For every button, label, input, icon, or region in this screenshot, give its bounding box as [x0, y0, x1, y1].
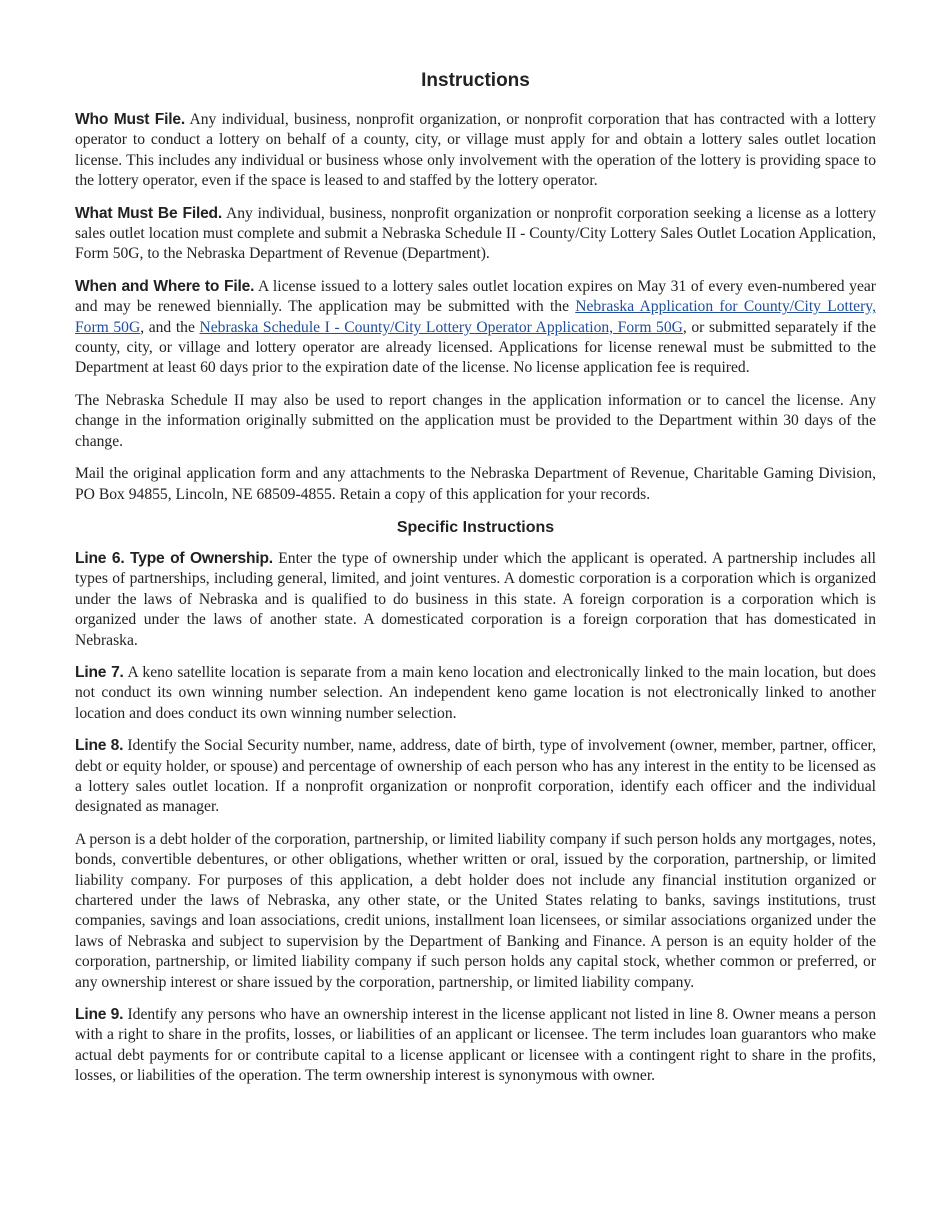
line6-text: Enter the type of ownership under which the applicant is operated. A partnership includes all types of partnerships, including general, limited, and joint ventures. A domestic corporation is a corporation which is organized under the laws of Nebraska and is qualified to do business in this state. A foreign corporation is a corporation which is organized under the laws of another state. A domesticated corporation is a foreign corporation that has domesticated in Nebraska. [75, 549, 876, 649]
when-where-text-3: , or submitted separately if the county, city, or village and lottery operator are already licensed. Applications for license renewal must be submitted to the Department at least 60 days prior to the expiration date of the license. No license application fee is required. [75, 318, 877, 377]
line7-heading: Line 7. [75, 663, 124, 681]
when-where-heading: When and Where to File. [75, 277, 255, 295]
who-must-file-text: Any individual, business, nonprofit organization, or nonprofit corporation that has contracted with a lottery operator to conduct a lottery on behalf of a county, city, or village must apply for and obtain a lottery sales outlet location license. This includes any individual or business whose only involvement with the operation of the lottery is providing space to the lottery operator, even if the space is leased to and staffed by the lottery operator. [75, 111, 876, 190]
line9-text: Identify any persons who have an ownership interest in the license applicant not listed in line 8. Owner means a person with a right to share in the profits, losses, or liabilities of an applicant or licensee. The term includes loan guarantors who make actual debt payments for or contribute capital to a license applicant or licensee with a contingent right to share in the profits, losses, or liabilities of the operation. The term ownership interest is synonymous with owner. [75, 1006, 876, 1085]
when-where-text-2: , and the [140, 318, 200, 336]
line6-paragraph [75, 549, 876, 651]
what-must-be-filed-paragraph [75, 204, 876, 265]
line8-heading: Line 8. [75, 737, 124, 755]
when-where-text-1: A license issued to a lottery sales outlet location expires on May 31 of every even-numbered year and may be renewed biennially. The application may be submitted with the [75, 277, 877, 316]
line7-paragraph [75, 663, 876, 724]
line8-paragraph [75, 736, 876, 818]
line9-paragraph [75, 1005, 876, 1087]
form-50g-application-link[interactable]: Nebraska Application for County/City Lottery, Form 50G [75, 298, 876, 336]
line7-text: A keno satellite location is separate from a main keno location and electronically linked to the main location, but does not conduct its own winning number selection. An independent keno game location is not electronically linked to another location and does conduct its own winning number selection. [75, 663, 876, 722]
line9-heading: Line 9. [75, 1006, 124, 1024]
changes-paragraph: The Nebraska Schedule II may also be used to report changes in the application information or to cancel the license. Any change in the information originally submitted on the application must be provided to the Department within 30 days of the change. [75, 391, 876, 450]
who-must-file-paragraph [75, 110, 876, 192]
what-must-be-filed-text: Any individual, business, nonprofit organization or nonprofit corporation seeking a license as a lottery sales outlet location must complete and submit a Nebraska Schedule II - County/City Lottery Sales Outlet Location Application, Form 50G, to the Nebraska Department of Revenue (Department). [75, 204, 876, 263]
schedule-i-operator-link[interactable]: Nebraska Schedule I - County/City Lottery Operator Application, Form 50G [199, 318, 683, 336]
instructions-page [75, 66, 876, 1099]
specific-instructions-title: Specific Instructions [396, 518, 555, 536]
debt-holder-paragraph: A person is a debt holder of the corporation, partnership, or limited liability company if such person holds any mortgages, notes, bonds, convertible debentures, or other obligations, whether written or oral, issued by the corporation, partnership, or limited liability company. For purposes of this application, a debt holder does not include any financial institution organized or chartered under the laws of Nebraska, any other state, or the United States relating to banks, savings institutions, trust companies, savings and loan associations, credit unions, installment loan licensees, or similar associations organized under the laws of Nebraska and subject to supervision by the Department of Banking and Finance. A person is an equity holder of the corporation, partnership, or limited liability company if such person holds any capital stock, whether common or preferred, or any ownership interest or share issued by the corporation, partnership, or limited liability company. [75, 830, 876, 991]
page-title: Instructions [421, 70, 530, 91]
what-must-be-filed-heading: What Must Be Filed. [75, 204, 223, 222]
who-must-file-heading: Who Must File. [75, 111, 186, 128]
mail-paragraph: Mail the original application form and any attachments to the Nebraska Department of Revenue, Charitable Gaming Division, PO Box 94855, Lincoln, NE 68509-4855. Retain a copy of this application for your records. [75, 465, 876, 503]
line8-text: Identify the Social Security number, name, address, date of birth, type of involvement (owner, member, partner, officer, debt or equity holder, or spouse) and percentage of ownership of each person who has any interest in the entity to be licensed as a lottery sales outlet location. If a nonprofit organization or nonprofit corporation, identify each officer and the individual designated as manager. [75, 737, 876, 816]
when-where-paragraph [75, 277, 876, 379]
line6-heading: Line 6. Type of Ownership. [75, 549, 273, 567]
